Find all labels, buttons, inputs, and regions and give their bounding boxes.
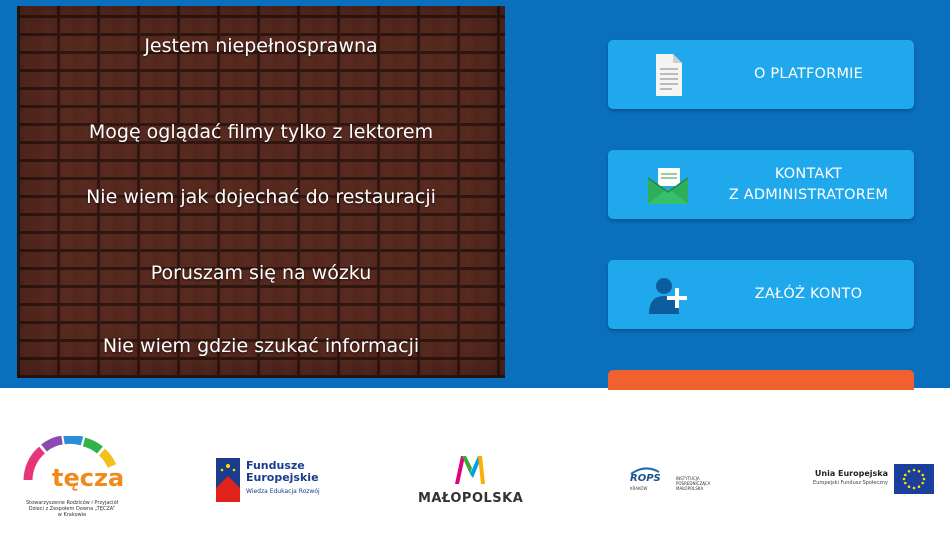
contact-admin-button[interactable]: [608, 150, 914, 219]
malopolska-wordmark: MAŁOPOLSKA: [418, 491, 524, 506]
tecza-caption-1: Stowarzyszenie Rodziców i Przyjaciół: [25, 500, 119, 506]
banner-line-5: Nie wiem gdzie szukać informacji: [102, 335, 420, 357]
ue-line-1: Unia Europejska: [814, 469, 888, 478]
fundusze-europejskie-logo: [216, 458, 336, 504]
banner-line-1: Jestem niepełnosprawna: [144, 35, 378, 57]
about-platform-label: O PLATFORMIE: [753, 66, 863, 82]
rops-inst-1: INSTYTUCJA: [676, 476, 700, 481]
tecza-caption-3: w Krakowie: [57, 512, 87, 518]
rops-inst-2: POŚREDNICZĄCA: [676, 481, 711, 486]
rops-abbr: ROPS: [630, 473, 661, 484]
orange-menu-button[interactable]: [608, 370, 914, 390]
tecza-wordmark: tęcza: [52, 464, 125, 492]
unia-europejska-logo: [800, 464, 936, 496]
banner-line-2: Mogę oglądać filmy tylko z lektorem: [88, 121, 434, 143]
tecza-caption-2: Dzieci z Zespołem Downa „TĘCZA”: [28, 506, 116, 512]
document-icon: [646, 54, 690, 96]
fe-flag-icon: [216, 458, 240, 502]
ue-line-2: Europejski Fundusz Społeczny: [813, 480, 888, 486]
banner-line-4: Poruszam się na wózku: [150, 262, 372, 284]
envelope-icon: [646, 164, 690, 206]
rops-inst-3: MAŁOPOLSKA: [676, 486, 704, 491]
banner-line-3: Nie wiem jak dojechać do restauracji: [86, 186, 436, 208]
eu-flag-icon: [894, 464, 934, 494]
fe-line-2: Europejskie: [246, 471, 319, 484]
fe-line-1: Fundusze: [246, 459, 305, 472]
rops-sub: KRAKÓW: [630, 486, 648, 491]
contact-admin-label: [703, 150, 914, 219]
create-account-label: ZAŁÓŻ KONTO: [754, 286, 863, 302]
fe-line-3: Wiedza Edukacja Rozwój: [246, 488, 320, 495]
tecza-logo: [22, 436, 132, 528]
malopolska-logo: [418, 454, 522, 508]
contact-label-line-1: KONTAKT: [774, 165, 843, 182]
add-user-icon: [646, 274, 690, 316]
malopolska-m-icon: [452, 454, 488, 486]
contact-label-line-2: Z ADMINISTRATOREM: [728, 186, 889, 203]
create-account-button[interactable]: [608, 260, 914, 329]
rops-logo: [628, 466, 718, 496]
brick-wall-banner: [17, 6, 505, 378]
about-platform-button[interactable]: [608, 40, 914, 109]
